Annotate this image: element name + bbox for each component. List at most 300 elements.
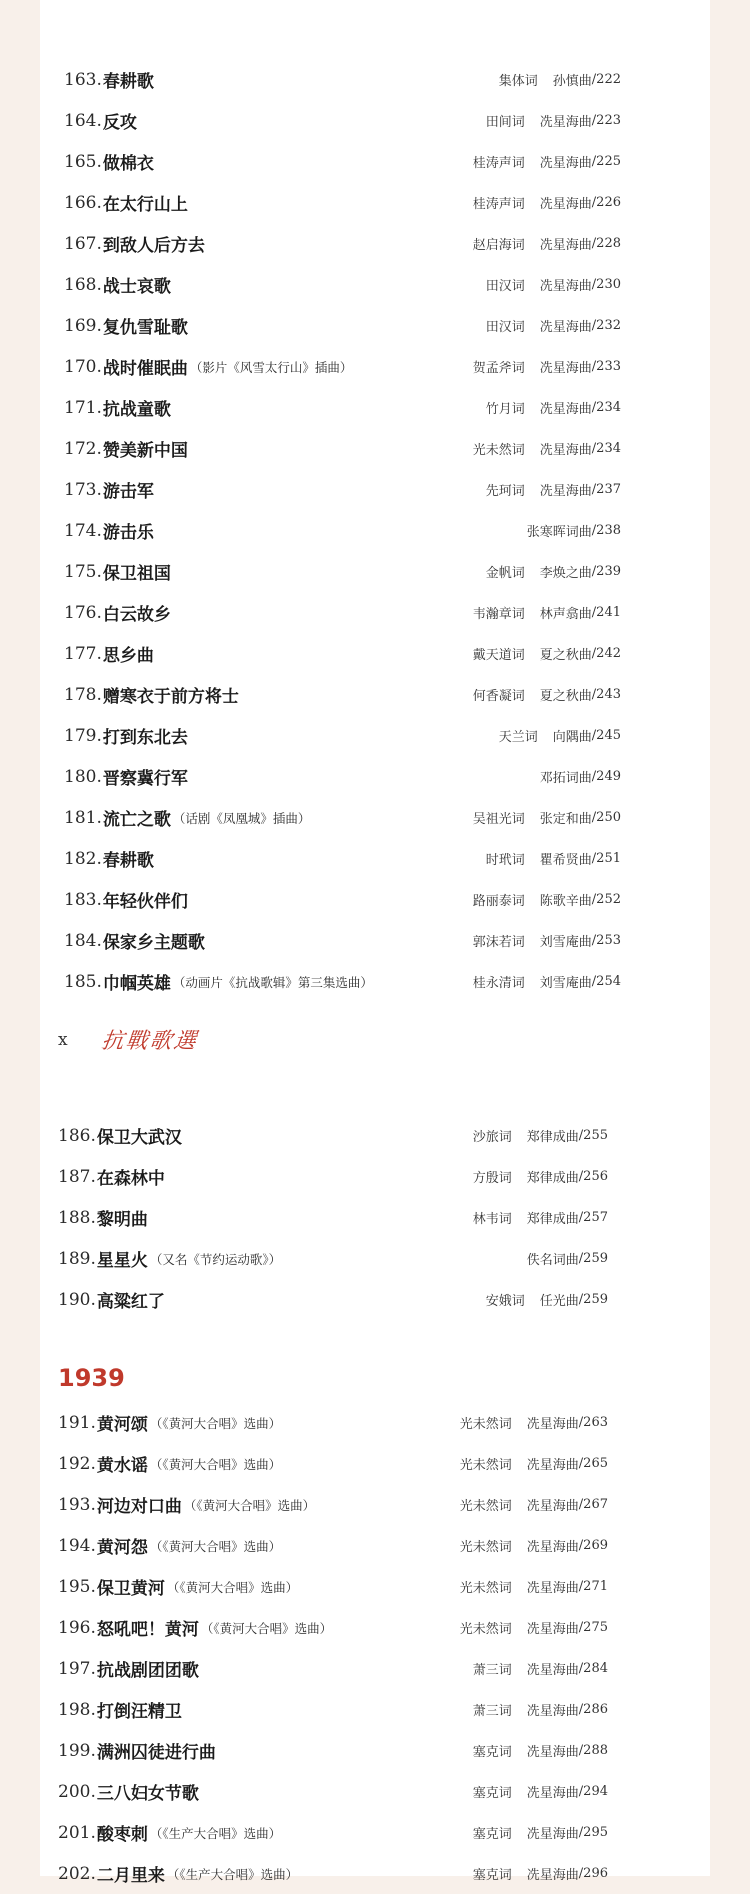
entry-number: 196.	[58, 1617, 96, 1638]
toc-entry[interactable]	[64, 100, 621, 141]
entry-number: 179.	[64, 725, 102, 746]
page-number: 237	[596, 482, 621, 497]
song-note: （《黄河大合唱》选曲）	[166, 1579, 299, 1595]
lyricist: 塞克词	[472, 1786, 512, 1801]
song-credits	[527, 521, 621, 540]
composer: 冼星海曲	[526, 1458, 579, 1473]
lyricist: 时玳词	[485, 853, 525, 868]
page-number: 222	[596, 72, 621, 87]
song-credits	[473, 931, 621, 950]
song-credits	[486, 849, 621, 868]
page-number: 232	[596, 318, 621, 333]
page-separator: /	[591, 728, 597, 743]
song-credits	[460, 1454, 608, 1473]
toc-entry[interactable]	[64, 592, 621, 633]
song-credits	[527, 1249, 608, 1268]
entry-number: 186.	[58, 1125, 96, 1146]
song-title: 在太行山上	[102, 195, 188, 215]
lyricist: 先珂词	[485, 484, 525, 499]
song-credits	[486, 1290, 608, 1309]
page-number: 259	[583, 1292, 608, 1307]
toc-entry[interactable]	[64, 756, 621, 797]
page-separator: /	[578, 1169, 584, 1184]
song-credits	[460, 1577, 608, 1596]
composer: 冼星海曲	[539, 443, 592, 458]
song-title: 做棉衣	[102, 154, 154, 174]
song-credits	[473, 193, 621, 212]
composer: 冼星海曲	[539, 197, 592, 212]
entry-number: 195.	[58, 1576, 96, 1597]
song-note: （《黄河大合唱》选曲）	[183, 1497, 316, 1513]
song-note: （《生产大合唱》选曲）	[149, 1825, 282, 1841]
toc-entry[interactable]	[64, 633, 621, 674]
toc-entry[interactable]	[58, 1853, 608, 1894]
entry-number: 174.	[64, 520, 102, 541]
toc-entry[interactable]	[64, 264, 621, 305]
page-number: 234	[596, 400, 621, 415]
song-credits	[473, 1864, 608, 1883]
lyricist: 天兰词	[498, 730, 538, 745]
page-number: 249	[596, 769, 621, 784]
entry-number: 168.	[64, 274, 102, 295]
lyricist: 田间词	[485, 115, 525, 130]
song-title: 保卫大武汉	[96, 1128, 182, 1148]
lyricist: 戴天道词	[472, 648, 525, 663]
composer: 夏之秋曲	[539, 648, 592, 663]
lyricist: 郭沫若词	[472, 935, 525, 950]
song-credits	[473, 152, 621, 171]
song-credits	[499, 70, 621, 89]
toc-entry[interactable]	[64, 715, 621, 756]
toc-entry[interactable]	[64, 59, 621, 100]
page-separator: /	[578, 1456, 584, 1471]
lyricist: 萧三词	[472, 1704, 512, 1719]
page-number: 286	[583, 1702, 608, 1717]
song-credits	[460, 1413, 608, 1432]
page-separator: /	[591, 441, 597, 456]
page-separator: /	[578, 1579, 584, 1594]
composer: 冼星海曲	[526, 1540, 579, 1555]
page-separator: /	[591, 810, 597, 825]
composer: 冼星海曲	[539, 115, 592, 130]
song-credits	[460, 1618, 608, 1637]
entry-number: 183.	[64, 889, 102, 910]
page-number: 243	[596, 687, 621, 702]
toc-entry[interactable]	[58, 1156, 608, 1197]
page-separator: /	[578, 1251, 584, 1266]
lyricist: 林韦词	[472, 1212, 512, 1227]
toc-entry[interactable]	[58, 1607, 608, 1648]
lyricist: 桂涛声词	[472, 156, 525, 171]
toc-entry[interactable]	[58, 1279, 608, 1320]
composer: 郑律成曲	[526, 1171, 579, 1186]
composer: 冼星海曲	[526, 1663, 579, 1678]
lyricist: 光未然词	[459, 1417, 512, 1432]
entry-number: 164.	[64, 110, 102, 131]
song-title: 到敌人后方去	[102, 236, 205, 256]
lyricist: 桂永清词	[472, 976, 525, 991]
composer: 冼星海曲	[539, 238, 592, 253]
composer: 冼星海曲	[526, 1499, 579, 1514]
song-title: 二月里来	[96, 1866, 165, 1886]
page-separator: /	[591, 236, 597, 251]
entry-number: 185.	[64, 971, 102, 992]
entry-number: 202.	[58, 1863, 96, 1884]
composer: 瞿希贤曲	[539, 853, 592, 868]
song-title: 战士哀歌	[102, 277, 171, 297]
page-number: 296	[583, 1866, 608, 1881]
song-credits	[473, 1167, 608, 1186]
song-title: 流亡之歌	[102, 810, 171, 830]
song-credits	[473, 234, 621, 253]
entry-number: 163.	[64, 69, 102, 90]
page-separator: /	[591, 974, 597, 989]
composer: 冼星海曲	[526, 1745, 579, 1760]
page-number: 251	[596, 851, 621, 866]
composer: 冼星海曲	[526, 1622, 579, 1637]
toc-entry[interactable]	[64, 428, 621, 469]
song-credits	[473, 1700, 608, 1719]
lyricist: 田汉词	[485, 279, 525, 294]
composer: 刘雪庵曲	[539, 935, 592, 950]
song-note: （《黄河大合唱》选曲）	[149, 1538, 282, 1554]
page-separator: /	[591, 277, 597, 292]
page-separator: /	[591, 769, 597, 784]
song-credits	[473, 439, 621, 458]
page-number: 230	[596, 277, 621, 292]
year-heading: 1939	[58, 1364, 125, 1392]
song-title: 思乡曲	[102, 646, 154, 666]
page-number: 226	[596, 195, 621, 210]
song-title: 赞美新中国	[102, 441, 188, 461]
lyricist: 光未然词	[459, 1458, 512, 1473]
song-title: 抗战童歌	[102, 400, 171, 420]
page-separator: /	[591, 72, 597, 87]
entry-number: 175.	[64, 561, 102, 582]
composer: 孙慎曲	[552, 74, 592, 89]
composer: 李焕之曲	[539, 566, 592, 581]
toc-entry[interactable]	[64, 879, 621, 920]
page-separator: /	[578, 1620, 584, 1635]
page-number: 255	[583, 1128, 608, 1143]
toc-entry[interactable]	[64, 920, 621, 961]
page-separator: /	[578, 1866, 584, 1881]
composer: 陈歌辛曲	[539, 894, 592, 909]
song-title: 年轻伙伴们	[102, 892, 188, 912]
page-separator: /	[578, 1210, 584, 1225]
song-title: 河边对口曲	[96, 1497, 182, 1517]
page-number: 294	[583, 1784, 608, 1799]
page-separator: /	[591, 359, 597, 374]
page-number: 239	[596, 564, 621, 579]
page-separator: /	[591, 851, 597, 866]
song-credits	[486, 398, 621, 417]
song-credits	[473, 1659, 608, 1678]
lyricist: 田汉词	[485, 320, 525, 335]
page-separator: /	[578, 1128, 584, 1143]
toc-entry[interactable]	[64, 141, 621, 182]
entry-number: 177.	[64, 643, 102, 664]
composer: 冼星海曲	[526, 1417, 579, 1432]
composer: 冼星海曲	[526, 1786, 579, 1801]
toc-entry[interactable]	[58, 1730, 608, 1771]
entry-number: 197.	[58, 1658, 96, 1679]
entry-number: 180.	[64, 766, 102, 787]
toc-entry[interactable]	[58, 1484, 608, 1525]
toc-entry[interactable]	[58, 1566, 608, 1607]
entry-number: 173.	[64, 479, 102, 500]
song-note: （《生产大合唱》选曲）	[166, 1866, 299, 1882]
song-credits	[473, 1823, 608, 1842]
song-credits	[473, 357, 621, 376]
song-credits	[473, 644, 621, 663]
toc-entry[interactable]	[58, 1443, 608, 1484]
entry-number: 171.	[64, 397, 102, 418]
toc-entry[interactable]	[64, 346, 621, 387]
page-number: 257	[583, 1210, 608, 1225]
toc-entry[interactable]	[58, 1115, 608, 1156]
song-title: 游击乐	[102, 523, 154, 543]
song-credits	[499, 726, 621, 745]
toc-entry[interactable]	[58, 1197, 608, 1238]
entry-number: 188.	[58, 1207, 96, 1228]
page-separator: /	[578, 1784, 584, 1799]
page-number: 275	[583, 1620, 608, 1635]
lyricist: 韦瀚章词	[472, 607, 525, 622]
toc-entry[interactable]	[64, 551, 621, 592]
lyricist: 沙旅词	[472, 1130, 512, 1145]
lyricist: 何香凝词	[472, 689, 525, 704]
lyricist: 方殷词	[472, 1171, 512, 1186]
lyricist: 赵启海词	[472, 238, 525, 253]
lyricist: 吴祖光词	[472, 812, 525, 827]
lyricist: 塞克词	[472, 1827, 512, 1842]
entry-number: 176.	[64, 602, 102, 623]
composer: 冼星海曲	[539, 320, 592, 335]
toc-entry[interactable]	[64, 223, 621, 264]
entry-number: 200.	[58, 1781, 96, 1802]
entry-number: 198.	[58, 1699, 96, 1720]
composer: 郑律成曲	[526, 1130, 579, 1145]
composer: 冼星海曲	[539, 484, 592, 499]
composer: 冼星海曲	[526, 1704, 579, 1719]
song-credits	[486, 316, 621, 335]
page-separator: /	[591, 154, 597, 169]
composer: 佚名词曲	[526, 1253, 579, 1268]
song-credits	[486, 480, 621, 499]
toc-entry[interactable]	[58, 1689, 608, 1730]
page-separator: /	[591, 400, 597, 415]
toc-entry[interactable]	[58, 1771, 608, 1812]
entry-number: 167.	[64, 233, 102, 254]
page-number: 234	[596, 441, 621, 456]
song-note: （《黄河大合唱》选曲）	[149, 1456, 282, 1472]
song-credits	[473, 972, 621, 991]
song-note: （影片《风雪太行山》插曲）	[189, 359, 353, 375]
lyricist: 竹月词	[485, 402, 525, 417]
entry-number: 182.	[64, 848, 102, 869]
song-title: 反攻	[102, 113, 137, 133]
page-number: 269	[583, 1538, 608, 1553]
toc-section-after-divider	[58, 1115, 608, 1320]
toc-section-before-divider	[64, 59, 621, 1002]
lyricist: 光未然词	[459, 1499, 512, 1514]
composer: 任光曲	[539, 1294, 579, 1309]
toc-entry[interactable]	[58, 1525, 608, 1566]
song-title: 巾帼英雄	[102, 974, 171, 994]
song-title: 抗战剧团团歌	[96, 1661, 199, 1681]
page-separator: /	[591, 195, 597, 210]
page-number: 241	[596, 605, 621, 620]
entry-number: 193.	[58, 1494, 96, 1515]
page-number: 254	[596, 974, 621, 989]
toc-entry[interactable]	[64, 510, 621, 551]
page-separator: /	[578, 1825, 584, 1840]
lyricist: 光未然词	[472, 443, 525, 458]
entry-number: 170.	[64, 356, 102, 377]
song-credits	[540, 767, 621, 786]
toc-entry[interactable]	[58, 1648, 608, 1689]
song-credits	[473, 890, 621, 909]
song-title: 黄水谣	[96, 1456, 148, 1476]
lyricist: 塞克词	[472, 1868, 512, 1883]
page-number: 265	[583, 1456, 608, 1471]
page-number: 228	[596, 236, 621, 251]
page-number: 252	[596, 892, 621, 907]
song-credits	[460, 1536, 608, 1555]
toc-entry[interactable]	[58, 1402, 608, 1443]
song-title: 白云故乡	[102, 605, 171, 625]
lyricist: 桂涛声词	[472, 197, 525, 212]
page-number: 253	[596, 933, 621, 948]
page-number: 233	[596, 359, 621, 374]
composer: 冼星海曲	[526, 1581, 579, 1596]
song-credits	[486, 562, 621, 581]
calligraphy-logo: 抗戰歌選	[99, 1029, 200, 1054]
page-separator: /	[578, 1743, 584, 1758]
toc-entry[interactable]	[64, 838, 621, 879]
entry-number: 187.	[58, 1166, 96, 1187]
song-title: 酸枣刺	[96, 1825, 148, 1845]
page-separator: /	[591, 892, 597, 907]
song-title: 打倒汪精卫	[96, 1702, 182, 1722]
page-separator: /	[591, 605, 597, 620]
lyricist: 光未然词	[459, 1622, 512, 1637]
song-credits	[473, 1208, 608, 1227]
song-note: （又名《节约运动歌》）	[149, 1251, 282, 1267]
song-credits	[473, 1126, 608, 1145]
song-title: 黎明曲	[96, 1210, 148, 1230]
composer: 邓拓词曲	[539, 771, 592, 786]
song-credits	[486, 111, 621, 130]
toc-entry[interactable]	[64, 797, 621, 838]
toc-entry[interactable]	[64, 182, 621, 223]
page-separator: /	[578, 1415, 584, 1430]
lyricist: 光未然词	[459, 1581, 512, 1596]
lyricist: 集体词	[498, 74, 538, 89]
song-title: 保卫黄河	[96, 1579, 165, 1599]
composer: 林声翕曲	[539, 607, 592, 622]
toc-entry[interactable]	[64, 305, 621, 346]
entry-number: 184.	[64, 930, 102, 951]
composer: 张寒晖词曲	[526, 525, 592, 540]
composer: 张定和曲	[539, 812, 592, 827]
page-number: 263	[583, 1415, 608, 1430]
composer: 冼星海曲	[526, 1827, 579, 1842]
song-note: （《黄河大合唱》选曲）	[149, 1415, 282, 1431]
entry-number: 190.	[58, 1289, 96, 1310]
page-separator: /	[578, 1538, 584, 1553]
composer: 夏之秋曲	[539, 689, 592, 704]
entry-number: 165.	[64, 151, 102, 172]
song-title: 星星火	[96, 1251, 148, 1271]
page-number: 238	[596, 523, 621, 538]
entry-number: 178.	[64, 684, 102, 705]
page-separator: /	[578, 1661, 584, 1676]
entry-number: 172.	[64, 438, 102, 459]
toc-entry[interactable]	[64, 674, 621, 715]
song-note: （话剧《凤凰城》插曲）	[172, 810, 311, 826]
toc-entry[interactable]	[58, 1238, 608, 1279]
entry-number: 181.	[64, 807, 102, 828]
toc-entry[interactable]	[64, 961, 621, 1002]
toc-section-1939	[58, 1402, 608, 1894]
entry-number: 169.	[64, 315, 102, 336]
composer: 冼星海曲	[526, 1868, 579, 1883]
page-number: 250	[596, 810, 621, 825]
page-separator: /	[591, 482, 597, 497]
composer: 冼星海曲	[539, 156, 592, 171]
toc-entry[interactable]	[64, 469, 621, 510]
composer: 冼星海曲	[539, 361, 592, 376]
page-number: 259	[583, 1251, 608, 1266]
page-number: 245	[596, 728, 621, 743]
composer: 刘雪庵曲	[539, 976, 592, 991]
song-title: 晋察冀行军	[102, 769, 188, 789]
lyricist: 塞克词	[472, 1745, 512, 1760]
song-title: 保卫祖国	[102, 564, 171, 584]
toc-entry[interactable]	[58, 1812, 608, 1853]
page-separator: /	[591, 646, 597, 661]
page-number: 267	[583, 1497, 608, 1512]
entry-number: 189.	[58, 1248, 96, 1269]
entry-number: 199.	[58, 1740, 96, 1761]
entry-number: 166.	[64, 192, 102, 213]
toc-entry[interactable]	[64, 387, 621, 428]
song-credits	[473, 603, 621, 622]
page-number: 284	[583, 1661, 608, 1676]
lyricist: 贺孟斧词	[472, 361, 525, 376]
composer: 冼星海曲	[539, 402, 592, 417]
song-note: （动画片《抗战歌辑》第三集选曲）	[172, 974, 373, 990]
song-title: 怒吼吧！黄河	[96, 1620, 199, 1640]
page-number: 271	[583, 1579, 608, 1594]
song-title: 满洲囚徒进行曲	[96, 1743, 216, 1763]
page-separator: /	[591, 687, 597, 702]
song-title: 复仇雪耻歌	[102, 318, 188, 338]
song-title: 春耕歌	[102, 851, 154, 871]
entry-number: 192.	[58, 1453, 96, 1474]
lyricist: 光未然词	[459, 1540, 512, 1555]
song-title: 保家乡主题歌	[102, 933, 205, 953]
song-note: （《黄河大合唱》选曲）	[200, 1620, 333, 1636]
page-number: 256	[583, 1169, 608, 1184]
page-marker: x	[58, 1029, 68, 1050]
song-title: 高粱红了	[96, 1292, 165, 1312]
composer: 郑律成曲	[526, 1212, 579, 1227]
entry-number: 191.	[58, 1412, 96, 1433]
composer: 向隅曲	[552, 730, 592, 745]
